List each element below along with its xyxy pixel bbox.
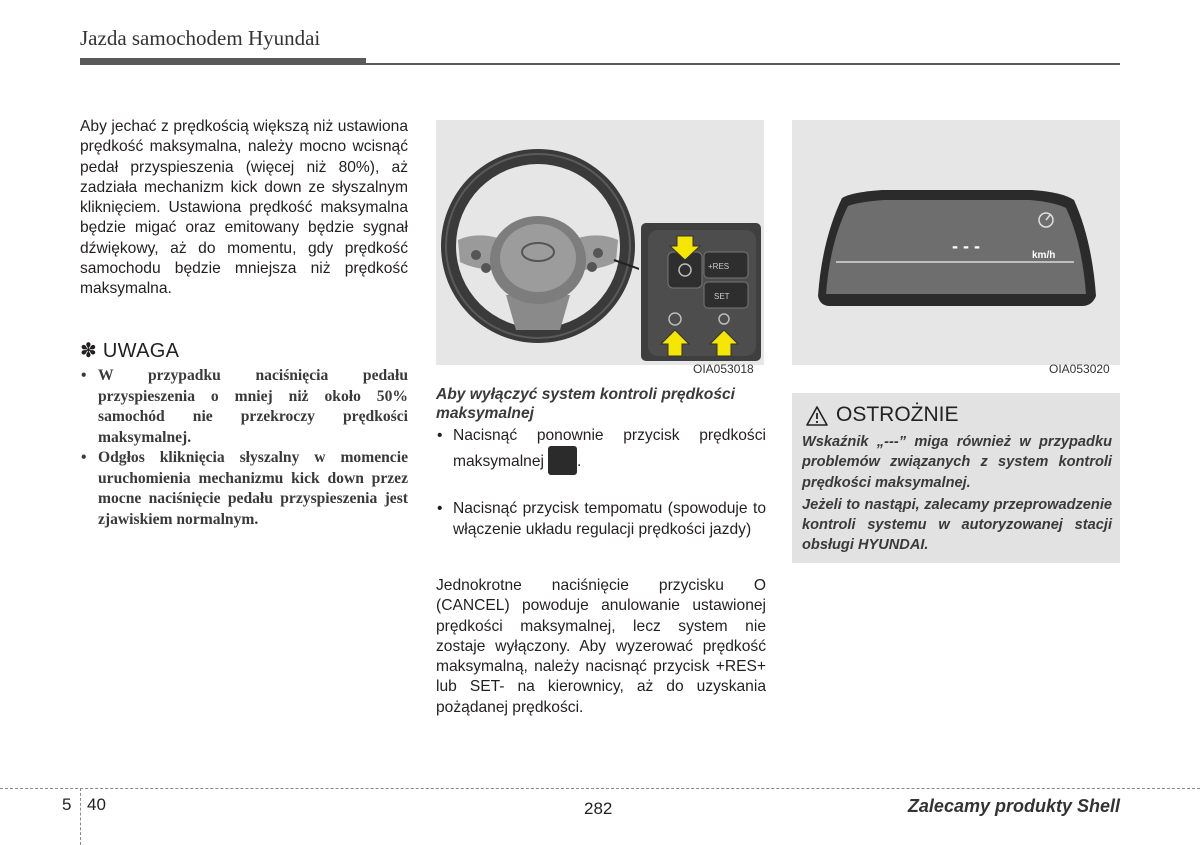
speed-limiter-icon (548, 446, 577, 475)
page-header-title: Jazda samochodem Hyundai (80, 26, 321, 50)
header-bar (80, 58, 366, 65)
caution-paragraph: Wskaźnik „---” miga również w przypadku problemów związanych z system kontroli prędkości maksymalnej. (802, 434, 1112, 491)
caution-text (802, 432, 1112, 556)
column-left (80, 117, 408, 300)
warning-triangle-icon (805, 405, 829, 427)
disable-step (436, 426, 766, 475)
note-item: • Odgłos kliknięcia słyszalny w momencie uruchomienia mechanizmu kick down przez mocne naciśnięcie pedału przyspieszenia jest zjawiskiem normalnym. (80, 448, 408, 530)
caution-title: OSTROŻNIE (836, 403, 959, 426)
display-dashes: - - - (952, 236, 980, 256)
disable-subheading: Aby wyłączyć system kontroli prędkości maksymalnej (436, 386, 735, 422)
disable-step-text: Nacisnąć ponownie przycisk prędkości maksymalnej (453, 427, 766, 471)
display-unit: km/h (1032, 250, 1056, 261)
figure1-code: OIA053018 (693, 362, 754, 376)
footer-section-number: 5 (62, 795, 72, 814)
column-middle-paragraph-box (436, 576, 766, 718)
cancel-paragraph: Jednokrotne naciśnięcie przycisku O (CANCEL) powoduje anulowanie ustawionej prędkości maksymalnej, lecz system nie zostaje wyłączony. Aby wyzerować prędkość maksymalną, należy nacisnąć przycisk +RES+ lub SET- na kierownicy, aż do uzyskania pożądanej prędkości. (436, 577, 766, 716)
header-rule (366, 63, 1120, 65)
disable-steps (436, 426, 766, 540)
set-button-label: SET (714, 292, 730, 301)
caution-paragraph: Jeżeli to nastąpi, zalecamy przeprowadzenie kontroli systemu w autoryzowanej stacji obsługi HYUNDAI. (802, 496, 1112, 554)
kickdown-paragraph: Aby jechać z prędkością większą niż ustawiona prędkość maksymalna, należy mocno wcisnąć pedał przyspieszenia (więcej niż 80%), aż zadziała mechanizm kick down ze słyszalnym kliknięciem. Ustawiona prędkość maksymalna będzie migać oraz emitowany będzie sygnał dźwiękowy, aż do momentu, gdy prędkość samochodu będzie mniejsza niż prędkość maksymalna. (80, 118, 408, 298)
footer-dashed-rule (0, 788, 1200, 789)
note-title: ✽ UWAGA (80, 340, 180, 362)
res-button-label: +RES (708, 262, 730, 271)
cluster-display-illustration (792, 120, 1120, 365)
footer-tagline: Zalecamy produkty Shell (907, 796, 1120, 816)
steering-wheel-figure (436, 120, 764, 365)
footer-dashed-divider (80, 788, 81, 845)
cluster-display-figure (792, 120, 1120, 365)
disable-step-end: . (577, 453, 582, 471)
disable-step: • Nacisnąć przycisk tempomatu (spowoduje to włączenie układu regulacji prędkości jazdy) (436, 499, 766, 540)
note-item: • W przypadku naciśnięcia pedału przyspieszenia o mniej niż około 50% samochód nie przekroczy prędkości maksymalnej. (80, 366, 408, 448)
footer-sheet-number: 282 (584, 799, 613, 818)
steering-wheel-illustration (436, 120, 764, 365)
figure2-code: OIA053020 (1049, 362, 1110, 376)
note-list (80, 366, 408, 530)
footer-page-number: 40 (87, 795, 106, 814)
